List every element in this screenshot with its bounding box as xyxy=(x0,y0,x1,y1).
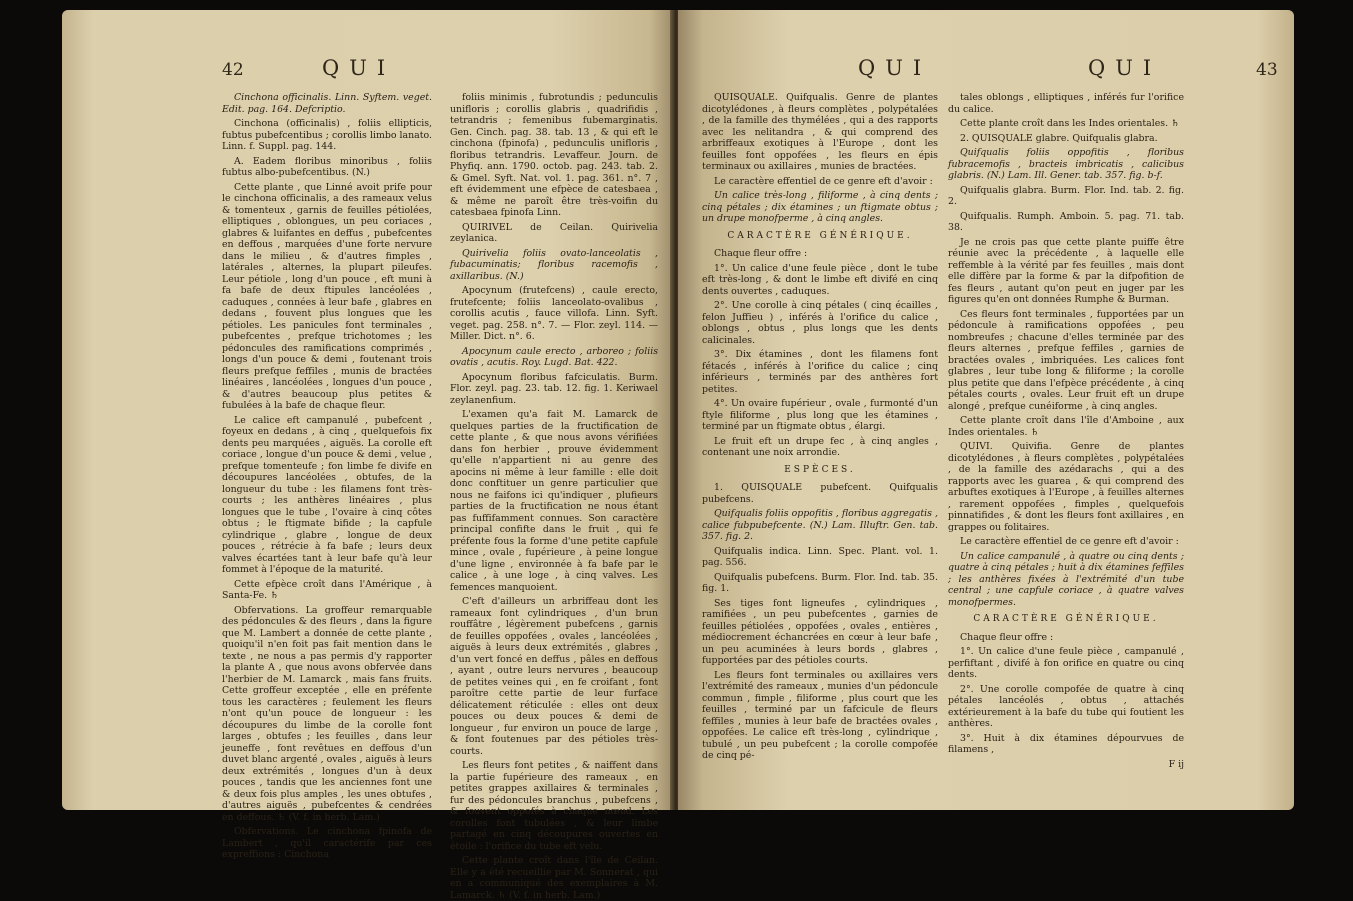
paragraph: 2°. Une corolle à cinq pétales ( cinq écailles , felon Juffieu ) , inférés à l'orifice du calice , oblongs , obtus , plus longs que les dents calicinales. xyxy=(702,300,938,346)
left-running-head: QUI xyxy=(322,56,396,80)
paragraph: Un calice très-long , filiforme , à cinq dents ; cinq pétales ; dix étamines ; un ftigmate obtus ; un drupe monofperme , à cinq angles. xyxy=(702,190,938,224)
paragraph: Cette plante croît dans les Indes orientales. ♄ xyxy=(960,118,1180,129)
right-page xyxy=(678,10,1294,810)
paragraph: Les fleurs font petites , & naiffent dans la partie fupérieure des rameaux , en petites grappes axillaires & terminales , fur des pédoncules branchus , pubefcens , & fouvent oppofés à chaque nœud. Les corolles font tubulées , & leur limbe partagé en cinq découpures ouvertes en étoile : l'orifice du tube eft velu. xyxy=(450,760,658,852)
paragraph: 1°. Un calice d'une feule pièce , campanulé , perfiftant , divifé à fon orifice en quatre ou cinq dents. xyxy=(948,646,1184,680)
paragraph: Je ne crois pas que cette plante puiffe être réunie avec la précédente , à laquelle elle reffemble à la vérité par fes feuilles , mais dont elle diffère par la forme & par la difpofition de fes fleurs , autant qu'on peut en juger par les figures qu'en ont données Rumphe & Burman. xyxy=(948,236,1184,305)
paragraph: L'examen qu'a fait M. Lamarck de quelques parties de la fructification de cette plante , & que nous avons vérifiées dans fon herbier , prouve évidemment qu'elle n'appartient ni au genre des apocins ni même à leur famille : elle doit donc conftituer un genre particulier que nous ne faifons ici qu'indiquer , plufieurs parties de la fructification ne nous étant pas fuffifamment connues. Son caractère principal confifte dans le fruit , qui fe préfente fous la forme d'une petite capfule mince , ovale , fupérieure , à peine longue d'une ligne , environnée à fa bafe par le calice , à une loge , à cinq valves. Les femences manquoient. xyxy=(450,409,658,593)
paragraph: Le calice eft campanulé , pubefcent , foyeux en dedans , à cinq , quelquefois fix dents peu marquées , aiguës. La corolle eft coriace , longue d'un pouce & demi , velue , prefque tomenteufe ; fon limbe fe divife en découpures lancéolées , obtufes, de la longueur du tube : les filamens font très-courts ; les anthères linéaires , plus longues que le tube , l'ovaire à cinq côtes obtus ; le ftigmate bifide ; la capfule cylindrique , glabre , longue de deux pouces , rétrécie à fa bafe ; leurs deux valves écartées tant à leur bafe qu'à leur fommet à l'époque de la maturité. xyxy=(222,414,432,575)
paragraph: Cette plante croît dans l'île d'Amboine , aux Indes orientales. ♄ xyxy=(948,415,1184,438)
right-column-2 xyxy=(948,92,1184,782)
paragraph: 3°. Huit à dix étamines dépourvues de filamens , xyxy=(948,732,1184,755)
paragraph: QUIRIVEL de Ceilan. Quirivelia zeylanica. xyxy=(450,221,658,244)
paragraph: Le caractère effentiel de ce genre eft d'avoir : xyxy=(714,175,933,187)
paragraph: 1. QUISQUALE pubefcent. Quifqualis pubefcens. xyxy=(702,482,938,505)
section-heading: CARACTÈRE GÉNÉRIQUE. xyxy=(727,230,913,241)
paragraph: Les fleurs font terminales ou axillaires vers l'extrémité des rameaux , munies d'un pédoncule commun , fimple , filiforme , plus court que les feuilles , terminé par un fafcicule de fleurs feffiles , munies à leur bafe de bractées ovales , oppofées. Le calice eft très-long , cylindrique , tubulé , un peu pubefcent ; la corolle compofée de cinq pé- xyxy=(702,669,938,761)
paragraph: Quifqualis foliis oppofitis , floribus aggregatis , calice fubpubefcente. (N.) Lam. Illuftr. Gen. tab. 357. fig. 2. xyxy=(702,508,938,542)
left-column-1 xyxy=(222,92,432,860)
paragraph: Quirivelia foliis ovato-lanceolatis , fubacuminatis; floribus racemofis , axillaribus. (N.) xyxy=(450,247,658,282)
paragraph: Cinchona officinalis. Linn. Syftem. veget. Edit. pag. 164. Defcriptio. xyxy=(222,92,432,115)
paragraph: Quifqualis. Rumph. Amboin. 5. pag. 71. tab. 38. xyxy=(948,210,1184,233)
paragraph: Quifqualis pubefcens. Burm. Flor. Ind. tab. 35. fig. 1. xyxy=(702,571,938,594)
paragraph: QUIVI. Quivifia. Genre de plantes dicotylédones , à fleurs complètes , polypétalées , de la famille des azédarachs , qui a des rapports avec les guarea , & qui comprend des arbuftes exotiques à l'Europe , à feuilles alternes , rarement oppofées , fimples , quelquefois pinnatifides , & dont les fleurs font axillaires , en grappes ou folitaires. xyxy=(948,441,1184,533)
paragraph: Cette plante croît dans l'île de Ceilan. Elle y a été recueillie par M. Sonnerat , qui en a communiqué des exemplaires à M. Lamarck. ♄ (V. f. in herb. Lam.) xyxy=(450,855,658,901)
paragraph: A. Eadem floribus minoribus , foliis fubtus albo-pubefcentibus. (N.) xyxy=(222,155,432,178)
paragraph: tales oblongs , elliptiques , inférés fur l'orifice du calice. xyxy=(948,92,1184,115)
paragraph: Cette plante , que Linné avoit prife pour le cinchona officinalis, a des rameaux velus & tomenteux , garnis de feuilles pétiolées, elliptiques , oblongues, un peu coriaces , glabres & luifantes en deffus , pubefcentes en deffous , marquées d'une forte nervure dans le milieu , & d'autres fimples , latérales , alternes, la plupart pileufes. Leur pétiole , long d'un pouce , eft muni à fa bafe de deux ftipules lancéolées , caduques , connées à leur bafe , glabres en dedans , fouvent plus longues que les pétioles. Les panicules font terminales , pubefcentes , prefque trichotomes ; les pédoncules des ramifications comprimés , longs d'un pouce & demi , foutenant trois fleurs prefque feffiles , munis de bractées linéaires , lancéolées , longues d'un pouce , & d'autres beaucoup plus petites & fubulées à la bafe de chaque fleur. xyxy=(222,181,432,411)
right-running-head: QUI xyxy=(858,56,932,80)
paragraph: 1°. Un calice d'une feule pièce , dont le tube eft très-long , & dont le limbe eft divifé en cinq dents ouvertes , caduques. xyxy=(702,262,938,297)
paragraph: Chaque fleur offre : xyxy=(960,631,1054,643)
paragraph: Apocynum floribus fafciculatis. Burm. Flor. zeyl. pag. 23. tab. 12. fig. 1. Keriwael zeylanenfium. xyxy=(450,371,658,406)
paragraph: Quifqualis indica. Linn. Spec. Plant. vol. 1. pag. 556. xyxy=(702,545,938,568)
section-heading: CARACTÈRE GÉNÉRIQUE. xyxy=(973,614,1159,624)
right-folio: 43 xyxy=(1256,60,1278,80)
paragraph: Ses tiges font ligneufes , cylindriques , ramifiées , un peu pubefcentes , garnies de feuilles pétiolées , oppofées , ovales , entières , médiocrement échancrées en cœur à leur bafe , un peu acuminées à leurs bords , glabres , fupportées par des pétioles courts. xyxy=(702,597,938,666)
paragraph: 2. QUISQUALE glabre. Quifqualis glabra. xyxy=(960,132,1158,144)
right-column-1 xyxy=(702,92,938,782)
paragraph: Quifqualis foliis oppofitis , floribus fubracemofis , bracteis imbricatis , calicibus glabris. (N.) Lam. Ill. Gener. tab. 357. fig. b-f. xyxy=(948,147,1184,181)
paragraph: C'eft d'ailleurs un arbriffeau dont les rameaux font cylindriques , d'un brun rouffâtre , légèrement pubefcens , garnis de feuilles oppofées , ovales , lancéolées , aiguës à leurs deux extrémités , glabres , d'un vert foncé en deffus , pâles en deffous , ayant , outre leurs nervures , beaucoup de petites veines qui , en fe croifant , font paroître cette partie de leur furface délicatement réticulée : elles ont deux pouces ou deux pouces & demi de longueur , fur environ un pouce de large , & font foutenues par des pétioles très-courts. xyxy=(450,596,658,757)
paragraph: QUISQUALE. Quifqualis. Genre de plantes dicotylédones , à fleurs complètes , polypétalées , de la famille des thymélées , qui a des rapports avec les nelitandra , & qui comprend des arbriffeaux exotiques à l'Europe , dont les feuilles font oppofées , les fleurs en épis terminaux ou axillaires , munies de bractées. xyxy=(702,92,938,172)
section-heading: ESPÈCES. xyxy=(784,464,856,475)
paragraph: Obfervations. La groffeur remarquable des pédoncules & des fleurs , dans la figure que M. Lambert a donnée de cette plante , quoiqu'il n'en foit pas fait mention dans le texte , ne nous a pas permis d'y rapporter la plante A , que nous avons obfervée dans l'herbier de M. Lamarck , mais fans fruits. Cette groffeur exceptée , elle en préfente tous les caractères ; feulement les fleurs n'ont qu'un pouce de longueur : les découpures du limbe de la corolle font larges , obtufes ; les feuilles , dans leur jeuneffe , font revêtues en deffous d'un duvet blanc argenté , ovales , aiguës à leurs deux extrémités , longues d'un à deux pouces , tandis que les anciennes font une & deux fois plus amples , les unes obtufes , d'autres aiguës , pubefcentes & cendrées en deffous. ♄ (V. f. in herb. Lam.) xyxy=(222,604,432,823)
paragraph: 4°. Un ovaire fupérieur , ovale , furmonté d'un ftyle filiforme , plus long que les étamines , terminé par un ftigmate obtus , élargi. xyxy=(702,398,938,432)
left-folio: 42 xyxy=(222,60,244,80)
open-book xyxy=(62,10,1294,901)
signature-mark: F ij xyxy=(1168,758,1184,770)
paragraph: Le fruit eft un drupe fec , à cinq angles , contenant une noix arrondie. xyxy=(702,435,938,458)
paragraph: Le caractère effentiel de ce genre eft d'avoir : xyxy=(960,536,1179,547)
left-column-2 xyxy=(450,92,658,901)
right-running-head-2: QUI xyxy=(1088,56,1162,80)
paragraph: Quifqualis glabra. Burm. Flor. Ind. tab. 2. fig. 2. xyxy=(948,184,1184,207)
paragraph: foliis minimis , fubrotundis ; pedunculis unifloris ; corollis glabris , quadrifidis , tetrandris ; femenibus fubemarginatis. Gen. Cinch. pag. 38. tab. 13 , & qui eft le cinchona (fpinofa) , pedunculis unifloris , floribus tetrandris. Levaffeur. Journ. de Phyfiq. ann. 1790. octob. pag. 243. tab. 2. & Gmel. Syft. Nat. vol. 1. pag. 361. n°. 7 , eft évidemment une efpèce de catesbaea , & même ne paroît être très-voifin du catesbaea fpinofa Linn. xyxy=(450,92,658,218)
paragraph: Apocynum caule erecto , arboreo ; foliis ovatis , acutis. Roy. Lugd. Bat. 422. xyxy=(450,345,658,368)
paragraph: Un calice campanulé , à quatre ou cinq dents ; quatre à cinq pétales ; huit à dix étamines feffiles ; les anthères fixées à l'extrémité d'un tube central ; une capfule coriace , à quatre valves monofpermes. xyxy=(948,550,1184,608)
paragraph: Obfervations. Le cinchona fpinofa de Lambert , qu'il caractérife par ces expreffions : Cinchona xyxy=(222,826,432,860)
paragraph: Chaque fleur offre : xyxy=(714,248,808,259)
paragraph: 2°. Une corolle compofée de quatre à cinq pétales lancéolés , obtus , attachés extérieurement à la bafe du tube qui foutient les anthères. xyxy=(948,683,1184,729)
paragraph: Cinchona (officinalis) , foliis ellipticis, fubtus pubefcentibus ; corollis limbo lanato. Linn. f. Suppl. pag. 144. xyxy=(222,118,432,152)
paragraph: Cette efpèce croît dans l'Amérique , à Santa-Fe. ♄ xyxy=(222,578,432,601)
paragraph: Apocynum (frutefcens) , caule erecto, frutefcente; foliis lanceolato-ovalibus , corollis acutis , fauce villofa. Linn. Syft. veget. pag. 258. n°. 7. — Flor. zeyl. 114. — Miller. Dict. n°. 6. xyxy=(450,285,658,342)
left-page xyxy=(62,10,674,901)
paragraph: Ces fleurs font terminales , fupportées par un pédoncule à ramifications oppofées , peu nombreufes ; chacune d'elles terminée par des fleurs alternes , prefque feffiles , garnies de bractées ovales , imbriquées. Les calices font glabres , leur tube long & filiforme ; la corolle plus petite que dans l'efpèce précédente , à cinq pétales courts , ovales. Leur fruit eft un drupe alongé , prefque cunéiforme , à cinq angles. xyxy=(948,308,1184,412)
paragraph: 3°. Dix étamines , dont les filamens font fétacés , inférés à l'orifice du calice ; cinq inférieurs , terminés par des anthères fort petites. xyxy=(702,349,938,395)
